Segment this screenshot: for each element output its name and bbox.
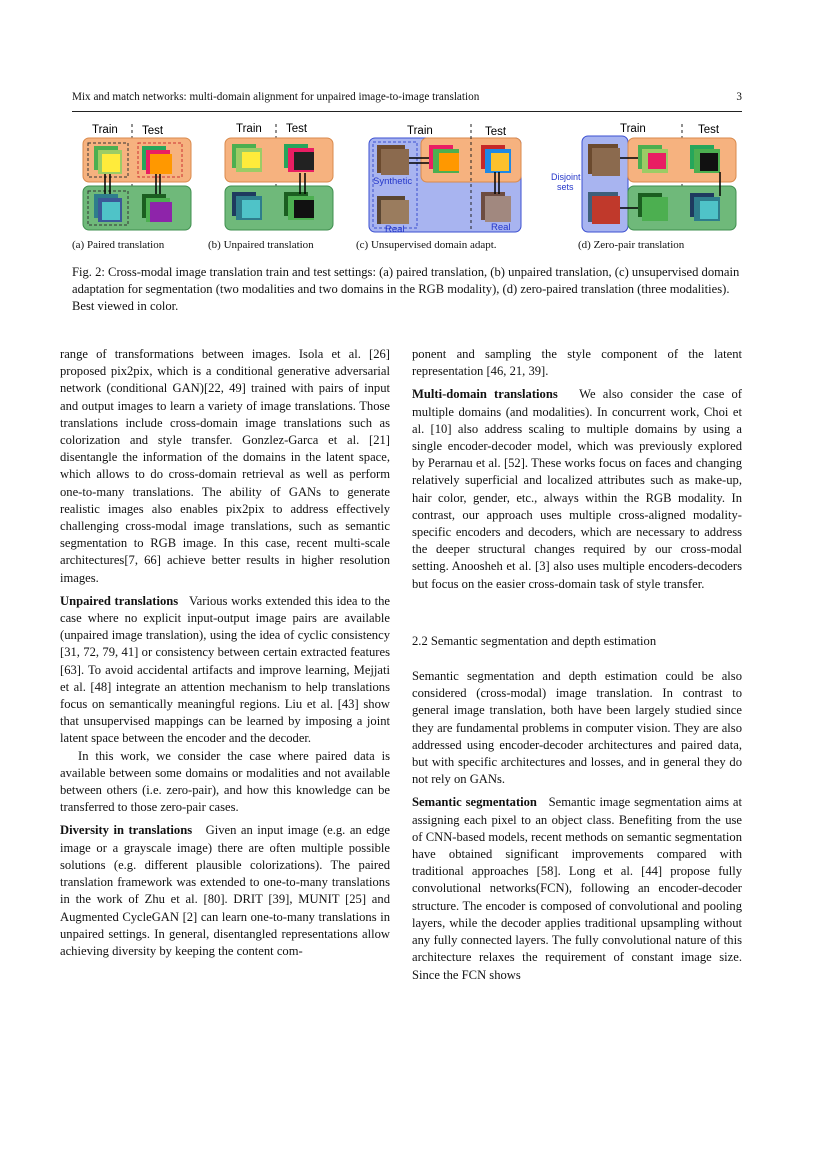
diversity-body: Given an input image (e.g. an edge image or a grayscale image) there are often multiple possible solutions (e.g. different plausible colorizations). The paired translation framework was extended to one-to-many translations in the work of Zhu et al. [80]. DRIT [39], MUNIT [25] and Augmented CycleGAN [2] can learn one-to-many translations in unpaired settings. In general, disentangled representations allow achieving diversity by keeping the content com-	[60, 823, 390, 958]
left-paragraph-2	[60, 593, 390, 748]
subcaption-c: (c) Unsupervised domain adapt.	[356, 239, 497, 251]
fig-d-sets-label: sets	[557, 182, 574, 192]
right-paragraph-3: Semantic segmentation and depth estimation could be also considered (cross-modal) image translation. In contrast to general image translation, both have been largely studied since they are fundamental problems in computer vision. They are also addressed using encoder-decoder architectures and paired data, but with specific architectures and losses, and in general they do not rely on GANs.	[412, 669, 742, 787]
right-paragraph-1: ponent and sampling the style component of the latent representation [46, 21, 39].	[412, 347, 742, 379]
fig-b-test-label: Test	[286, 123, 308, 135]
segmentation-body: Semantic image segmentation aims at assigning each pixel to an object class. Benefiting from the use of CNN-based models, recent methods on semantic segmentation have obtained significant improvements compared with traditional approaches [58]. Long et al. [44] propose fully convolutional networks(FCN), following an encoder-decoder structure. The encoder is composed of convolutional and pooling layers, while the decoder applies traditional upsampling without any fully connected layers. The fully convolutional nature of this architecture relaxes the requirement of constant image size. Since the FCN shows	[412, 795, 742, 982]
header-rule	[72, 111, 742, 112]
fig-c-real-label: Real	[385, 224, 405, 234]
running-header	[72, 91, 742, 109]
fig-a-test-label: Test	[142, 125, 164, 137]
fig-c-test-label: Test	[485, 126, 507, 138]
unpaired-body: Various works extended this idea to the case where no explicit input-output image pairs are available (unpaired image translation), using the idea of cyclic consistency [31, 72, 79, 41] or consistency between certain extracted features [63]. To avoid accidental artifacts and improve learning, Mejjati et al. [48] integrate an attention mechanism to help translations focus on semantically meaningful regions. Liu et al. [43] show that unsupervised mappings can be learned by imposing a joint latent space between the encoder and the decoder.	[60, 593, 391, 746]
left-paragraph-3: In this work, we consider the case where paired data is available between some domains or modalities and not available between others (i.e. zero-pair), and how this knowledge can be transferred to those zero-pair cases.	[60, 748, 390, 815]
multidomain-body: We also consider the case of multiple domains (and modalities). In concurrent work, Choi et al. [10] also address scaling to multiple domains by using a single encoder-decoder model, which was previously explored by Perarnau et al. [52]. These works focus on faces and changing relatively superficial and localized attributes such as make-up, hair color, gender, etc., always within the RGB modality. In contrast, our approach uses multiple cross-aligned modality-specific encoders and decoders, which are necessary to address the deeper structural changes required by our cross-modal setting. Anoosheh et al. [3] also uses multiple encoders-decoders but focus on the easier cross-domain task of style transfer.	[412, 387, 742, 591]
subcaption-a: (a) Paired translation	[72, 239, 165, 251]
multidomain-heading: Multi-domain translations	[412, 387, 558, 402]
fig-c-synthetic-label: Synthetic	[373, 176, 413, 187]
left-paragraph-4	[60, 822, 390, 960]
fig-a-train-label: Train	[92, 124, 118, 136]
right-paragraph-2	[412, 386, 742, 592]
subcaption-b: (b) Unpaired translation	[208, 239, 314, 251]
left-column	[60, 346, 390, 960]
left-paragraph-1: range of transformations between images. Isola et al. [26] proposed pix2pix, which is a conditional generative adversarial network (conditional GAN)[22, 49] trained with pairs of input and output images to learn a variety of image translations. Those translations include cross-domain image translations such as colorization and style transfer. Gonzlez-Garca et al. [21] disentangle the information of the domains in the latent space, which allows to do cross-domain retrieval as well as perform one-to-many translations. The ability of GANs to generate realistic images also enables pix2pix to address effectively challenging cross-modal image translations, such as semantic segmentation to RGB image. In this case, recent multi-scale architectures[7, 66] achieve better results in higher resolution images.	[60, 347, 390, 585]
fig-d-test-label: Test	[698, 124, 720, 136]
fig-b-train-label: Train	[236, 123, 262, 135]
figure-c-domain-adapt	[367, 118, 525, 234]
fig-d-disjoint-label: Disjoint	[551, 172, 581, 182]
diversity-heading: Diversity in translations	[60, 823, 193, 838]
fig-d-train-label: Train	[620, 123, 646, 135]
page-number: 3	[736, 91, 742, 103]
header-title: Mix and match networks: multi-domain alignment for unpaired image-to-image translation	[72, 91, 480, 103]
fig-c-real-label-2: Real	[491, 222, 511, 233]
subcaption-d: (d) Zero-pair translation	[578, 239, 685, 251]
right-column	[412, 346, 742, 984]
figure-b-unpaired	[222, 118, 334, 234]
right-paragraph-4	[412, 794, 742, 983]
fig-c-train-label: Train	[407, 125, 433, 137]
segmentation-heading: Semantic segmentation	[412, 795, 537, 810]
figure-caption: Fig. 2: Cross-modal image translation train and test settings: (a) paired translation, (b) unpaired translation, (c) unsupervised domain adaptation for segmentation (two modalities and two domains in the RGB modality), (d) zero-paired translation (three modalities). Best viewed in color.	[72, 265, 740, 314]
figure-a-paired	[80, 118, 192, 234]
section-heading-2-2: 2.2 Semantic segmentation and depth estimation	[412, 633, 657, 648]
figure-d-zero-pair	[548, 118, 740, 234]
unpaired-heading: Unpaired translations	[60, 593, 179, 608]
